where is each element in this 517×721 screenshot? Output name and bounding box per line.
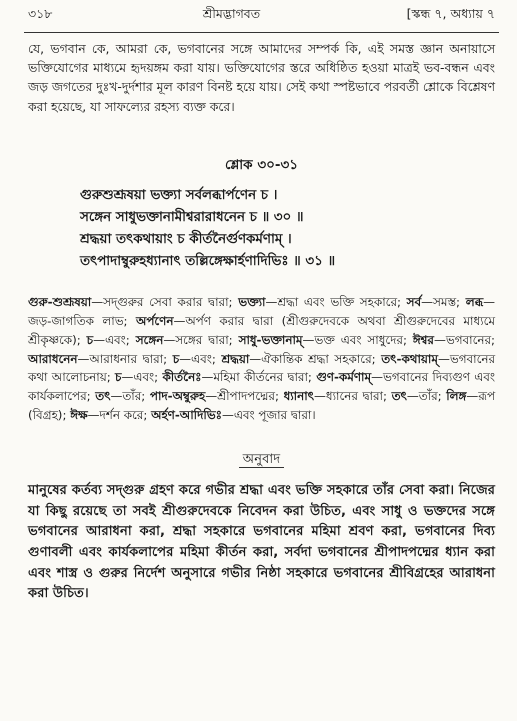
book-title: শ্রীমদ্ভাগবত xyxy=(202,6,261,21)
verse-line: তৎপাদাম্বুরুহধ্যানাৎ তল্লিঙ্গেক্ষার্হণাদিভিঃ ॥ ৩১ ॥ xyxy=(80,253,336,269)
synonym-term: অর্পণেন xyxy=(136,313,174,328)
synonym-meaning: —শ্রদ্ধা এবং ভক্তি সহকারে; xyxy=(265,294,407,309)
synonym-meaning: —সঙ্গের দ্বারা; xyxy=(163,332,239,347)
verse-heading: শ্লোক ৩০-৩১ xyxy=(224,156,299,173)
synonym-term: কীর্তনৈঃ xyxy=(162,370,202,385)
verse-line: গুরুশুশ্রূষয়া ভক্ত্যা সর্বলব্ধার্পণেন চ । xyxy=(80,187,278,203)
synonym-term: তৎ xyxy=(95,389,111,404)
header-divider xyxy=(24,32,499,33)
synonym-term: চ xyxy=(115,370,122,385)
synonym-term: সঙ্গেন xyxy=(135,332,164,347)
synonym-meaning: —আরাধনার দ্বারা; xyxy=(77,351,173,366)
synonym-meaning: —শ্রীপাদপদ্মের; xyxy=(205,389,284,404)
purport-paragraph: যে, ভগবান কে, আমরা কে, ভগবানের সঙ্গে আমাদের সম্পর্ক কি, এই সমস্ত জ্ঞান অনায়াসে ভক্তিযোগের মাধ্যমে হৃদয়ঙ্গম করা যায়। ভক্তিযোগের স্তরে অধিষ্ঠিত হওয়া মাত্রই ভব-বন্ধন এবং জড় জগতের দুঃখ-দুর্দশার মূল কারণ বিনষ্ট হয়ে যায়। সেই কথা স্পষ্টভাবে পরবর্তী শ্লোকে বিশ্লেষণ করা হয়েছে, যা সাফল্যের রহস্য ব্যক্ত করে। xyxy=(28,41,495,114)
synonym-meaning: —এবং; xyxy=(179,351,222,366)
synonym-meaning: —ভগবানের; xyxy=(433,332,495,347)
synonym-meaning: —এবং; xyxy=(93,332,136,347)
synonym-term: সর্ব xyxy=(406,294,422,309)
word-synonyms xyxy=(28,293,495,425)
synonym-meaning: —ঐকান্তিক শ্রদ্ধা সহকারে; xyxy=(249,351,382,366)
synonym-term: লিঙ্গ xyxy=(446,389,467,404)
synonym-term: তৎ-কথায়াম্ xyxy=(381,351,438,366)
synonym-term: গুণ-কর্মণাম্ xyxy=(316,370,372,385)
synonym-meaning: —রূপ (বিগ্রহ); xyxy=(28,389,496,423)
synonym-term: সাধু-ভক্তানাম্ xyxy=(238,332,303,347)
synonym-meaning: —সমস্ত; xyxy=(421,294,466,309)
synonym-meaning: —সদ্গুরুর সেবা করার দ্বারা; xyxy=(91,294,239,309)
synonym-meaning: —এবং পূজার দ্বারা। xyxy=(221,408,316,423)
synonym-term: ঈক্ষ xyxy=(70,408,88,423)
page-number: ৩১৮ xyxy=(28,6,53,21)
synonym-term: তৎ xyxy=(391,389,407,404)
synonym-term: লব্ধ xyxy=(465,294,484,309)
synonym-meaning: —জড়-জাগতিক লাভ; xyxy=(28,294,496,328)
verse-line: সঙ্গেন সাধুভক্তানামীশ্বরারাধনেন চ ॥ ৩০ ॥ xyxy=(80,209,304,225)
translation-heading-label: অনুবাদ xyxy=(239,452,284,468)
synonym-term: পাদ-অম্বুরুহ xyxy=(149,389,206,404)
synonym-term: শ্রদ্ধয়া xyxy=(221,351,250,366)
verse-line: শ্রদ্ধয়া তৎকথায়াং চ কীর্তনৈর্গুণকর্মণাম্ । xyxy=(80,231,292,247)
synonym-meaning: —ভগবানের কথা আলোচনায়; xyxy=(28,351,495,385)
synonym-meaning: —ধ্যানের দ্বারা; xyxy=(314,389,392,404)
synonym-meaning: —ভক্ত এবং সাধুদের; xyxy=(302,332,413,347)
synonym-term: ভক্ত্যা xyxy=(238,294,266,309)
synonym-meaning: —এবং; xyxy=(121,370,163,385)
synonym-term: ঈশ্বর xyxy=(412,332,434,347)
verse-text xyxy=(28,185,495,273)
translation-text: মানুষের কর্তব্য সদ্গুরু গ্রহণ করে গভীর শ্রদ্ধা এবং ভক্তি সহকারে তাঁর সেবা করা। নিজের যা কিছু রয়েছে তা সবই শ্রীগুরুদেবকে নিবেদন করা উচিত, এবং সাধু ও ভক্তদের সঙ্গে ভগবানের আরাধনা করা, শ্রদ্ধা সহকারে ভগবানের মহিমা শ্রবণ করা, ভগবানের দিব্য গুণাবলী এবং কার্যকলাপের মহিমা কীর্তন করা, সর্বদা ভগবানের শ্রীপাদপদ্মের ধ্যান করা এবং শাস্ত্র ও গুরুর নির্দেশ অনুসারে গভীর নিষ্ঠা সহকারে ভগবানের শ্রীবিগ্রহের আরাধনা করা উচিত। xyxy=(28,483,495,602)
synonym-term: চ xyxy=(86,332,94,347)
synonym-meaning: —মহিমা কীর্তনের দ্বারা; xyxy=(201,370,317,385)
synonym-meaning: —তাঁর; xyxy=(110,389,150,404)
synonym-term: অর্হণ-আদিভিঃ xyxy=(151,408,222,423)
page-header xyxy=(28,6,495,32)
synonym-meaning: —ভগবানের দিব্যগুণ এবং কার্যকলাপের; xyxy=(28,370,495,404)
synonym-term: গুরু-শুশ্রূষয়া xyxy=(28,294,92,309)
synonym-term: চ xyxy=(172,351,180,366)
synonym-meaning: —অর্পণ করার দ্বারা (শ্রীগুরুদেবকে অথবা শ্রীগুরুদেবের মাধ্যমে শ্রীকৃষ্ণকে); xyxy=(28,313,495,347)
synonym-term: ধ্যানাৎ xyxy=(283,389,315,404)
synonym-term: আরাধনেন xyxy=(28,351,78,366)
translation-heading xyxy=(28,449,495,471)
chapter-reference: [স্কন্ধ ৭, অধ্যায় ৭ xyxy=(406,6,495,21)
synonym-meaning: —তাঁর; xyxy=(406,389,447,404)
scripture-page xyxy=(0,6,517,721)
synonym-meaning: —দর্শন করে; xyxy=(87,408,152,423)
